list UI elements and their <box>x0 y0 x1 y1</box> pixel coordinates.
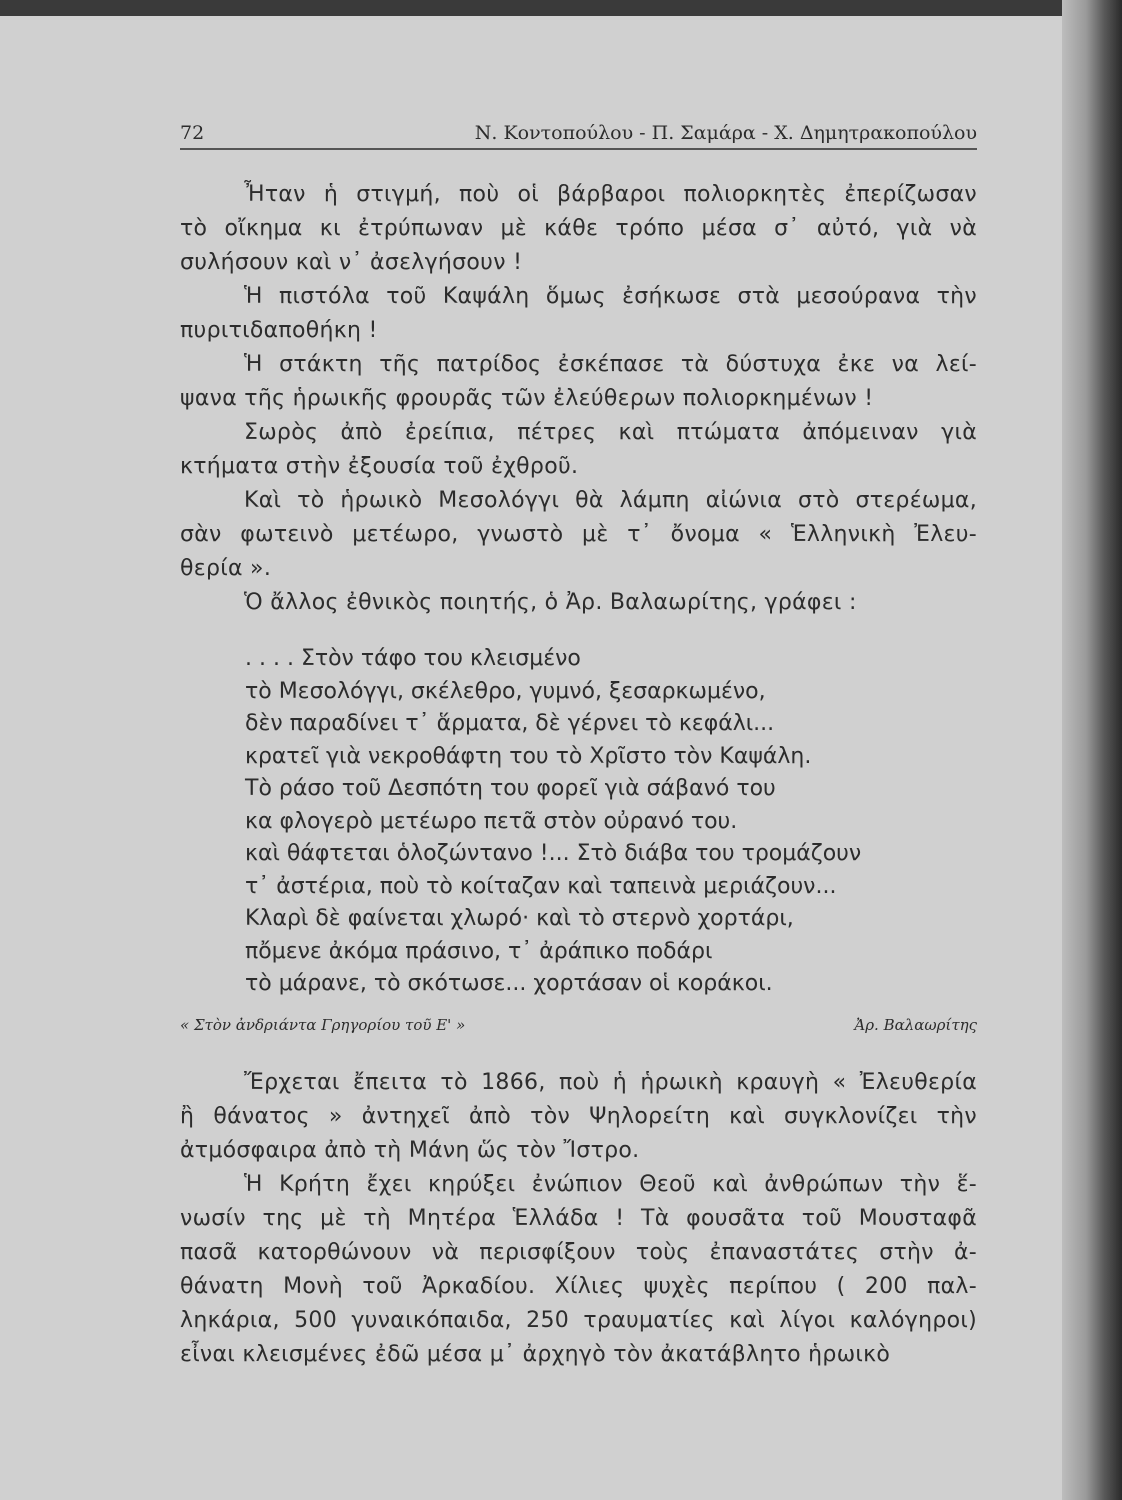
paragraph-line: Ὁ ἄλλος ἐθνικὸς ποιητής, ὁ Ἀρ. Βαλαωρίτης, γράφει : <box>244 590 857 615</box>
paragraph-line: Ἡ στάκτη τῆς πατρίδος ἐσκέπασε τὰ δύστυχα ἐκε να λεί- <box>244 352 977 377</box>
paragraph-line: θερία ». <box>180 556 272 581</box>
prose-bottom <box>180 1066 977 1372</box>
poem-author: Ἀρ. Βαλαωρίτης <box>854 1016 977 1034</box>
poem-line: πὄμενε ἀκόμα πράσινο, τ᾿ ἀράπικο ποδάρι <box>245 938 713 964</box>
book-spine-edge <box>1062 0 1122 1500</box>
paragraph-line: πυριτιδαποθήκη ! <box>180 318 378 343</box>
paragraph-line: Σωρὸς ἀπὸ ἐρείπια, πέτρες καὶ πτώματα ἀπόμειναν γιὰ <box>244 420 977 445</box>
poem-excerpt <box>245 643 861 1001</box>
paragraph-line: κτήματα στὴν ἐξουσία τοῦ ἐχθροῦ. <box>180 454 579 479</box>
poem-line: καὶ θάφτεται ὁλοζώντανο !... Στὸ διάβα του τρομάζουν <box>245 841 862 866</box>
paragraph-line: Καὶ τὸ ἡρωικὸ Μεσολόγγι θὰ λάμπη αἰώνια στὸ στερέωμα, <box>244 488 977 513</box>
poem-line: τὸ Μεσολόγγι, σκέλεθρο, γυμνό, ξεσαρκωμένο, <box>245 678 766 704</box>
scan-top-border <box>0 0 1122 16</box>
paragraph-line: ψανα τῆς ἡρωικῆς φρουρᾶς τῶν ἐλεύθερων πολιορκημένων ! <box>180 386 874 411</box>
poem-line: Κλαρὶ δὲ φαίνεται χλωρό· καὶ τὸ στερνὸ χορτάρι, <box>245 906 794 931</box>
paragraph-line: Ἡ Κρήτη ἔχει κηρύξει ἐνώπιον Θεοῦ καὶ ἀνθρώπων τὴν ἕ- <box>244 1172 977 1197</box>
poem-line: Τὸ ράσο τοῦ Δεσπότη του φορεῖ γιὰ σάβανό του <box>245 776 776 801</box>
poem-line: κα φλογερὸ μετέωρο πετᾶ στὸν οὐρανό του. <box>245 808 738 834</box>
paragraph-line: ληκάρια, 500 γυναικόπαιδα, 250 τραυματίες καὶ λίγοι καλόγηροι) <box>180 1308 977 1333</box>
paragraph-line: Ἔρχεται ἔπειτα τὸ 1866, ποὺ ἡ ἡρωικὴ κραυγὴ « Ἐλευθερία <box>244 1070 977 1095</box>
poem-line: . . . . Στὸν τάφο του κλεισμένο <box>245 646 581 671</box>
poem-line: τ᾿ ἀστέρια, ποὺ τὸ κοίταζαν καὶ ταπεινὰ μεριάζουν... <box>245 873 837 899</box>
poem-line: κρατεῖ γιὰ νεκροθάφτη του τὸ Χρῖστο τὸν Καψάλη. <box>245 743 812 769</box>
paragraph-line: σὰν φωτεινὸ μετέωρο, γνωστὸ μὲ τ᾿ ὄνομα « Ἑλληνικὴ Ἐλευ- <box>180 522 977 547</box>
paragraph-line: εἶναι κλεισμένες ἐδῶ μέσα μ᾿ ἀρχηγὸ τὸν ἀκατάβλητο ἡρωικὸ <box>180 1342 891 1367</box>
poem-line: τὸ μάρανε, τὸ σκότωσε... χορτάσαν οἱ κοράκοι. <box>245 971 773 996</box>
running-header <box>180 120 977 150</box>
paragraph-line: Ἡ πιστόλα τοῦ Καψάλη ὅμως ἐσήκωσε στὰ μεσούρανα τὴν <box>244 284 977 309</box>
poem-source: « Στὸν ἀνδριάντα Γρηγορίου τοῦ Ε' » <box>180 1016 466 1034</box>
paragraph-line: τὸ οἴκημα κι ἐτρύπωναν μὲ κάθε τρόπο μέσα σ᾿ αὐτό, γιὰ νὰ <box>180 216 977 241</box>
paragraph-line: νωσίν της μὲ τὴ Μητέρα Ἑλλάδα ! Τὰ φουσᾶτα τοῦ Μουσταφᾶ <box>180 1206 977 1231</box>
paragraph-line: Ἦταν ἡ στιγμή, ποὺ οἱ βάρβαροι πολιορκητὲς ἐπερίζωσαν <box>244 182 977 207</box>
paragraph-line: ἀτμόσφαιρα ἀπὸ τὴ Μάνη ὥς τὸν Ἴστρο. <box>180 1138 640 1163</box>
prose-top <box>180 178 977 620</box>
header-authors: Ν. Κοντοπούλου - Π. Σαμάρα - Χ. Δημητρακοπούλου <box>474 122 977 144</box>
page-number: 72 <box>180 122 205 144</box>
paragraph-line: συλήσουν καὶ ν᾿ ἀσελγήσουν ! <box>180 250 523 275</box>
paragraph-line: ἢ θάνατος » ἀντηχεῖ ἀπὸ τὸν Ψηλορείτη καὶ συγκλονίζει τὴν <box>180 1104 977 1129</box>
paragraph-line: θάνατη Μονὴ τοῦ Ἀρκαδίου. Χίλιες ψυχὲς περίπου ( 200 παλ- <box>180 1274 977 1299</box>
poem-line: δὲν παραδίνει τ᾿ ἅρματα, δὲ γέρνει τὸ κεφάλι... <box>245 711 775 736</box>
paragraph-line: πασᾶ κατορθώνουν νὰ περισφίξουν τοὺς ἐπαναστάτες στὴν ἀ- <box>180 1240 977 1265</box>
